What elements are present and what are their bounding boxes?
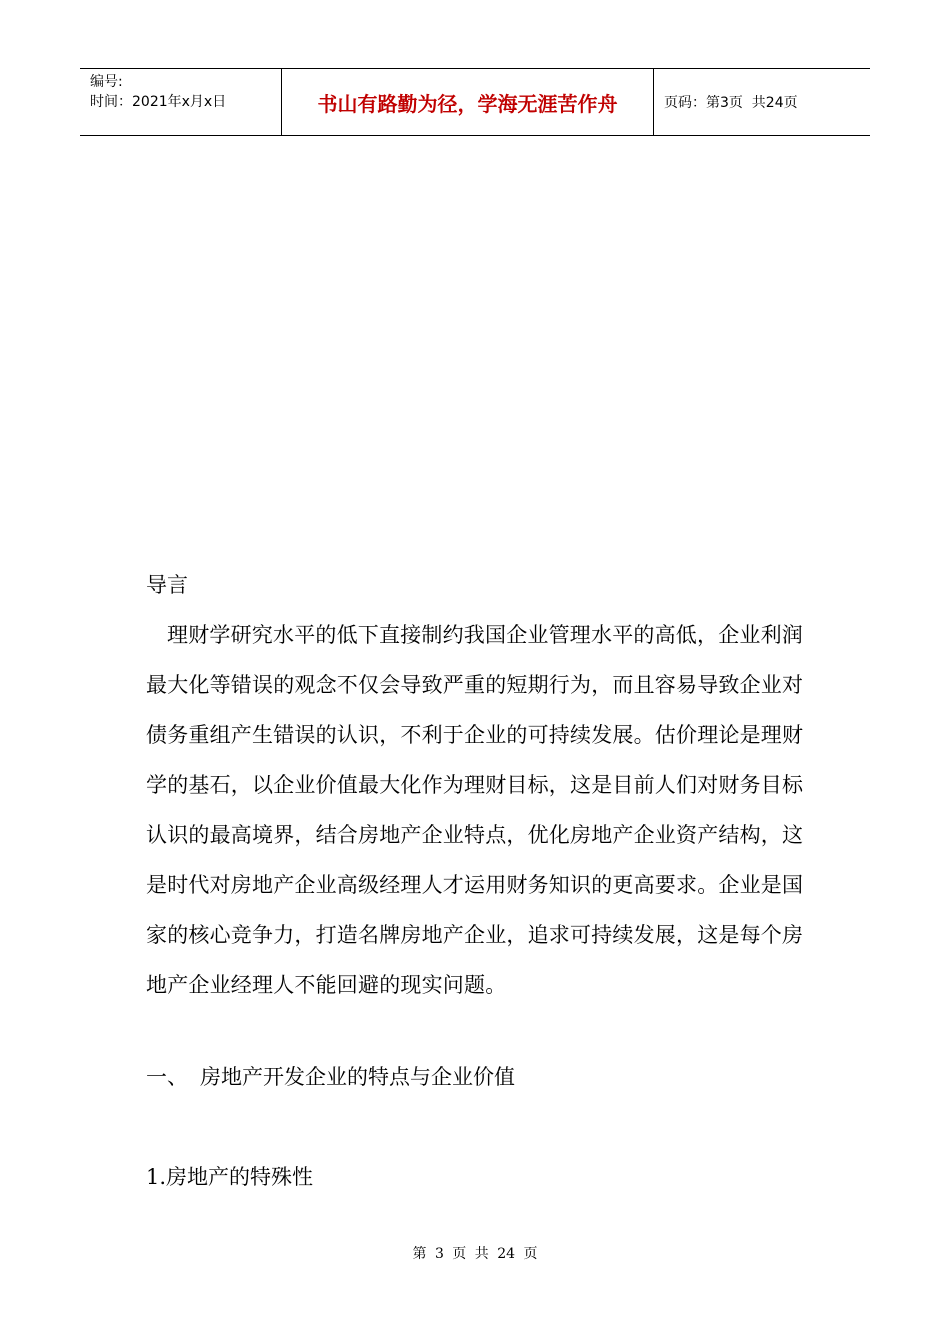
header-meta-cell [80, 69, 282, 135]
header-page-code-cell [654, 69, 870, 135]
section-title: 房地产开发企业的特点与企业价值 [200, 1065, 515, 1089]
page-header [80, 68, 870, 136]
document-time-label: 时间：2021年x月x日 [90, 94, 227, 110]
section-number: 一、 [146, 1065, 188, 1089]
intro-title: 导言 [146, 573, 188, 597]
header-motto: 书山有路勤为径，学海无涯苦作舟 [282, 69, 654, 135]
header-page-code: 页码：第3页 共24页 [664, 95, 798, 111]
document-number-label: 编号: [90, 74, 123, 90]
document-body [146, 560, 808, 1202]
section-heading [146, 1052, 808, 1102]
subsection-title: 1.房地产的特殊性 [146, 1165, 314, 1189]
intro-paragraph: 理财学研究水平的低下直接制约我国企业管理水平的高低，企业利润最大化等错误的观念不仅会导致严重的短期行为，而且容易导致企业对债务重组产生错误的认识，不利于企业的可持续发展。估价理论是理财学的基石，以企业价值最大化作为理财目标，这是目前人们对财务目标认识的最高境界，结合房地产企业特点，优化房地产企业资产结构，这是时代对房地产企业高级经理人才运用财务知识的更高要求。企业是国家的核心竞争力，打造名牌房地产企业，追求可持续发展，这是每个房地产企业经理人不能回避的现实问题。 [146, 623, 804, 997]
page-footer: 第 3 页 共 24 页 [412, 1246, 538, 1262]
